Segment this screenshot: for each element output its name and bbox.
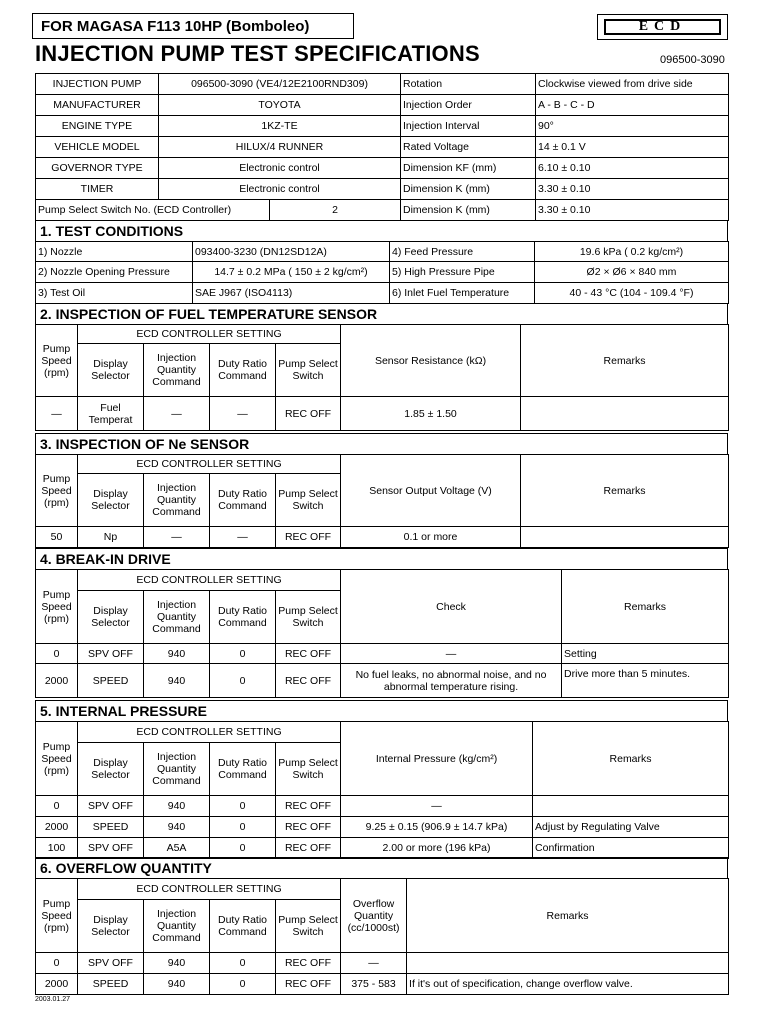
condition-label: 2) Nozzle Opening Pressure xyxy=(36,262,193,283)
display-selector-header: Display Selector xyxy=(78,900,144,953)
condition-label: 3) Test Oil xyxy=(36,283,193,304)
remarks-header: Remarks xyxy=(562,570,729,644)
table-row xyxy=(36,325,729,344)
display-selector-header: Display Selector xyxy=(78,591,144,644)
measure-header: Sensor Resistance (kΩ) xyxy=(341,325,521,397)
spec-label: Dimension KF (mm) xyxy=(401,158,536,179)
cell: REC OFF xyxy=(276,397,341,431)
cell: 0 xyxy=(36,796,78,817)
ecd-setting-header: ECD CONTROLLER SETTING xyxy=(78,325,341,344)
section-heading: 2. INSPECTION OF FUEL TEMPERATURE SENSOR xyxy=(35,303,728,324)
cell: SPEED xyxy=(78,817,144,838)
duty-ratio-header: Duty Ratio Command xyxy=(210,900,276,953)
table-row xyxy=(36,664,729,698)
remarks-header: Remarks xyxy=(521,455,729,527)
cell: A5A xyxy=(144,838,210,859)
cell: SPV OFF xyxy=(78,796,144,817)
cell: 0 xyxy=(210,644,276,664)
spec-value: 3.30 ± 0.10 xyxy=(536,200,729,221)
cell: 2.00 or more (196 kPa) xyxy=(341,838,533,859)
cell: 940 xyxy=(144,817,210,838)
pump-speed-header: Pump Speed (rpm) xyxy=(36,722,78,796)
display-selector-header: Display Selector xyxy=(78,344,144,397)
table-row xyxy=(36,644,729,664)
injection-quantity-header: Injection Quantity Command xyxy=(144,474,210,527)
switch-value: 2 xyxy=(270,200,401,221)
remarks-header: Remarks xyxy=(521,325,729,397)
condition-value: 19.6 kPa ( 0.2 kg/cm²) xyxy=(535,242,729,262)
condition-value: SAE J967 (ISO4113) xyxy=(193,283,390,304)
table-row xyxy=(36,570,729,591)
cell: Drive more than 5 minutes. xyxy=(562,664,729,698)
table-row xyxy=(36,158,729,179)
cell: REC OFF xyxy=(276,838,341,859)
condition-label: 5) High Pressure Pipe xyxy=(390,262,535,283)
measure-header: Check xyxy=(341,570,562,644)
switch-label: Pump Select Switch No. (ECD Controller) xyxy=(36,200,270,221)
cell: 0 xyxy=(210,953,276,974)
pump-speed-header: Pump Speed (rpm) xyxy=(36,325,78,397)
table-row xyxy=(36,974,729,995)
table-row xyxy=(36,796,729,817)
injection-quantity-header: Injection Quantity Command xyxy=(144,743,210,796)
ecd-logo xyxy=(597,14,728,40)
table-row xyxy=(36,283,729,304)
spec-value: HILUX/4 RUNNER xyxy=(159,137,401,158)
cell: — xyxy=(144,397,210,431)
duty-ratio-header: Duty Ratio Command xyxy=(210,474,276,527)
measure-header: Sensor Output Voltage (V) xyxy=(341,455,521,527)
cell: REC OFF xyxy=(276,644,341,664)
cell: 940 xyxy=(144,953,210,974)
cell: 2000 xyxy=(36,817,78,838)
condition-value: 40 - 43 °C (104 - 109.4 °F) xyxy=(535,283,729,304)
spec-value: Electronic control xyxy=(159,158,401,179)
display-selector-header: Display Selector xyxy=(78,474,144,527)
spec-value: 096500-3090 (VE4/12E2100RND309) xyxy=(159,74,401,95)
duty-ratio-header: Duty Ratio Command xyxy=(210,344,276,397)
spec-value: 14 ± 0.1 V xyxy=(536,137,729,158)
pump-select-header: Pump Select Switch xyxy=(276,743,341,796)
pump-select-header: Pump Select Switch xyxy=(276,344,341,397)
table-row xyxy=(36,116,729,137)
condition-value: Ø2 × Ø6 × 840 mm xyxy=(535,262,729,283)
model-label-box: FOR MAGASA F113 10HP (Bomboleo) xyxy=(32,13,354,39)
cell: — xyxy=(341,953,407,974)
cell: 940 xyxy=(144,796,210,817)
table-row xyxy=(36,74,729,95)
cell: — xyxy=(36,397,78,431)
injection-quantity-header: Injection Quantity Command xyxy=(144,344,210,397)
table-row xyxy=(36,817,729,838)
cell: 375 - 583 xyxy=(341,974,407,995)
table-row xyxy=(36,722,729,743)
duty-ratio-header: Duty Ratio Command xyxy=(210,591,276,644)
table-row xyxy=(36,527,729,548)
spec-value: A - B - C - D xyxy=(536,95,729,116)
page-title: INJECTION PUMP TEST SPECIFICATIONS xyxy=(35,41,480,66)
pump-code: 096500-3090 xyxy=(660,54,725,66)
spec-label: INJECTION PUMP xyxy=(36,74,159,95)
ecd-setting-header: ECD CONTROLLER SETTING xyxy=(78,570,341,591)
measure-header: Overflow Quantity (cc/1000st) xyxy=(341,879,407,953)
ne-sensor-table xyxy=(35,454,729,548)
table-row xyxy=(36,953,729,974)
cell: 0 xyxy=(210,796,276,817)
document-date: 2003.01.27 xyxy=(35,996,71,1003)
cell: REC OFF xyxy=(276,527,341,548)
cell: Np xyxy=(78,527,144,548)
pump-select-header: Pump Select Switch xyxy=(276,591,341,644)
cell: — xyxy=(144,527,210,548)
cell: — xyxy=(341,796,533,817)
remarks-header: Remarks xyxy=(533,722,729,796)
cell: — xyxy=(210,397,276,431)
spec-value: Electronic control xyxy=(159,179,401,200)
pump-select-header: Pump Select Switch xyxy=(276,900,341,953)
cell xyxy=(407,953,729,974)
cell: 0.1 or more xyxy=(341,527,521,548)
cell: 9.25 ± 0.15 (906.9 ± 14.7 kPa) xyxy=(341,817,533,838)
spec-label: MANUFACTURER xyxy=(36,95,159,116)
cell: 50 xyxy=(36,527,78,548)
spec-label: VEHICLE MODEL xyxy=(36,137,159,158)
break-in-table xyxy=(35,569,729,698)
table-row xyxy=(36,838,729,859)
spec-label: GOVERNOR TYPE xyxy=(36,158,159,179)
condition-label: 4) Feed Pressure xyxy=(390,242,535,262)
table-row xyxy=(36,200,729,221)
spec-value: 90° xyxy=(536,116,729,137)
condition-label: 6) Inlet Fuel Temperature xyxy=(390,283,535,304)
cell: 0 xyxy=(210,817,276,838)
spec-label: ENGINE TYPE xyxy=(36,116,159,137)
measure-header: Internal Pressure (kg/cm²) xyxy=(341,722,533,796)
cell: Confirmation xyxy=(533,838,729,859)
cell: 0 xyxy=(36,953,78,974)
cell: SPEED xyxy=(78,974,144,995)
cell: 940 xyxy=(144,974,210,995)
cell xyxy=(521,527,729,548)
cell xyxy=(533,796,729,817)
ecd-setting-header: ECD CONTROLLER SETTING xyxy=(78,455,341,474)
section-heading: 6. OVERFLOW QUANTITY xyxy=(35,857,728,878)
cell: 0 xyxy=(210,838,276,859)
spec-label: Dimension K (mm) xyxy=(401,200,536,221)
spec-value: Clockwise viewed from drive side xyxy=(536,74,729,95)
spec-label: TIMER xyxy=(36,179,159,200)
table-row xyxy=(36,455,729,474)
section-heading: 5. INTERNAL PRESSURE xyxy=(35,700,728,721)
display-selector-header: Display Selector xyxy=(78,743,144,796)
table-row xyxy=(36,242,729,262)
cell: REC OFF xyxy=(276,817,341,838)
injection-quantity-header: Injection Quantity Command xyxy=(144,591,210,644)
cell: 100 xyxy=(36,838,78,859)
cell: REC OFF xyxy=(276,974,341,995)
section-heading: 3. INSPECTION OF Ne SENSOR xyxy=(35,433,728,454)
cell: 2000 xyxy=(36,664,78,698)
cell: REC OFF xyxy=(276,664,341,698)
spec-label: Rated Voltage xyxy=(401,137,536,158)
pump-speed-header: Pump Speed (rpm) xyxy=(36,879,78,953)
spec-table xyxy=(35,73,729,221)
cell: 0 xyxy=(210,974,276,995)
table-row xyxy=(36,179,729,200)
remarks-header: Remarks xyxy=(407,879,729,953)
cell: 1.85 ± 1.50 xyxy=(341,397,521,431)
cell: SPV OFF xyxy=(78,838,144,859)
cell: SPV OFF xyxy=(78,953,144,974)
condition-value: 14.7 ± 0.2 MPa ( 150 ± 2 kg/cm²) xyxy=(193,262,390,283)
cell: 940 xyxy=(144,664,210,698)
spec-value: 3.30 ± 0.10 xyxy=(536,179,729,200)
cell xyxy=(521,397,729,431)
spec-value: 6.10 ± 0.10 xyxy=(536,158,729,179)
cell: 0 xyxy=(36,644,78,664)
test-conditions-table xyxy=(35,241,729,304)
condition-value: 093400-3230 (DN12SD12A) xyxy=(193,242,390,262)
condition-label: 1) Nozzle xyxy=(36,242,193,262)
cell: If it's out of specification, change overflow valve. xyxy=(407,974,729,995)
overflow-table xyxy=(35,878,729,995)
cell: 940 xyxy=(144,644,210,664)
cell: — xyxy=(341,644,562,664)
pump-speed-header: Pump Speed (rpm) xyxy=(36,570,78,644)
cell: SPEED xyxy=(78,664,144,698)
cell: Setting xyxy=(562,644,729,664)
table-row xyxy=(36,879,729,900)
injection-quantity-header: Injection Quantity Command xyxy=(144,900,210,953)
table-row xyxy=(36,95,729,116)
section-heading: 1. TEST CONDITIONS xyxy=(35,220,728,241)
internal-pressure-table xyxy=(35,721,729,859)
duty-ratio-header: Duty Ratio Command xyxy=(210,743,276,796)
cell: Fuel Temperat xyxy=(78,397,144,431)
table-row xyxy=(36,137,729,158)
ecd-logo-text: ECD xyxy=(604,19,721,35)
table-row xyxy=(36,397,729,431)
cell: REC OFF xyxy=(276,953,341,974)
spec-label: Injection Interval xyxy=(401,116,536,137)
cell: 0 xyxy=(210,664,276,698)
ecd-setting-header: ECD CONTROLLER SETTING xyxy=(78,879,341,900)
ecd-setting-header: ECD CONTROLLER SETTING xyxy=(78,722,341,743)
spec-label: Dimension K (mm) xyxy=(401,179,536,200)
cell: No fuel leaks, no abnormal noise, and no abnormal temperature rising. xyxy=(341,664,562,698)
pump-speed-header: Pump Speed (rpm) xyxy=(36,455,78,527)
spec-value: TOYOTA xyxy=(159,95,401,116)
cell: SPV OFF xyxy=(78,644,144,664)
spec-value: 1KZ-TE xyxy=(159,116,401,137)
fuel-temp-table xyxy=(35,324,729,431)
section-heading: 4. BREAK-IN DRIVE xyxy=(35,548,728,569)
spec-label: Injection Order xyxy=(401,95,536,116)
pump-select-header: Pump Select Switch xyxy=(276,474,341,527)
cell: Adjust by Regulating Valve xyxy=(533,817,729,838)
spec-label: Rotation xyxy=(401,74,536,95)
cell: REC OFF xyxy=(276,796,341,817)
cell: — xyxy=(210,527,276,548)
table-row xyxy=(36,262,729,283)
cell: 2000 xyxy=(36,974,78,995)
